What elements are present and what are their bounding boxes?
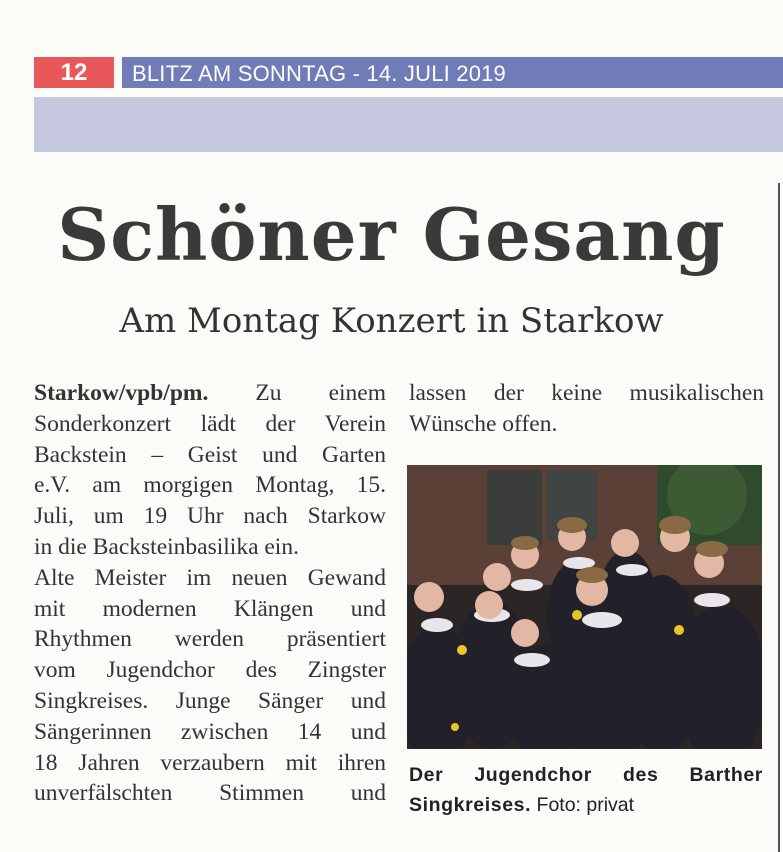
article-right-column <box>409 378 764 440</box>
article-line: Starkow/vpb/pm. Zu einem <box>34 380 386 406</box>
article-line: in die Backsteinbasilika ein. <box>34 533 299 560</box>
article-line: e.V. am morgigen Montag, 15. <box>34 472 386 499</box>
article-line: Wünsche offen. <box>409 410 558 437</box>
photo-caption <box>409 760 763 820</box>
article-line: Sängerinnen zwischen 14 und <box>34 718 386 745</box>
article-line: vom Jugendchor des Zingster <box>34 657 386 684</box>
caption-line-2 <box>409 790 763 820</box>
article-line: Rhythmen werden präsentiert <box>34 626 386 653</box>
article-line: Alte Meister im neuen Gewand <box>34 564 386 591</box>
choir-photo-illustration <box>407 465 762 749</box>
article-line: lassen der keine musikalischen <box>409 380 764 406</box>
article-line: mit modernen Klängen und <box>34 595 386 622</box>
gray-band <box>34 97 783 152</box>
dateline: Starkow/vpb/pm. <box>34 380 209 406</box>
article-line: Juli, um 19 Uhr nach Starkow <box>34 503 386 530</box>
choir-photo <box>407 465 762 749</box>
article-line: 18 Jahren verzaubern mit ihren <box>34 749 386 776</box>
article-line: unverfälschten Stimmen und <box>34 780 386 807</box>
article-left-column <box>34 378 386 809</box>
subheadline: Am Montag Konzert in Starkow <box>119 301 664 341</box>
caption-line-1: Der Jugendchor des Barther <box>409 764 763 786</box>
article-line: Sonderkonzert lädt der Verein <box>34 410 386 437</box>
headline: Schöner Gesang <box>57 192 726 277</box>
article-line: Backstein – Geist und Garten <box>34 441 386 468</box>
caption-bold-end: Singkreises. <box>409 794 532 816</box>
column-rule <box>778 183 780 852</box>
article-line: Singkreises. Junge Sänger und <box>34 687 386 714</box>
page-number: 12 <box>34 57 114 88</box>
photo-credit: Foto: privat <box>531 794 635 816</box>
publication-line: BLITZ AM SONNTAG - 14. JULI 2019 <box>132 61 506 86</box>
